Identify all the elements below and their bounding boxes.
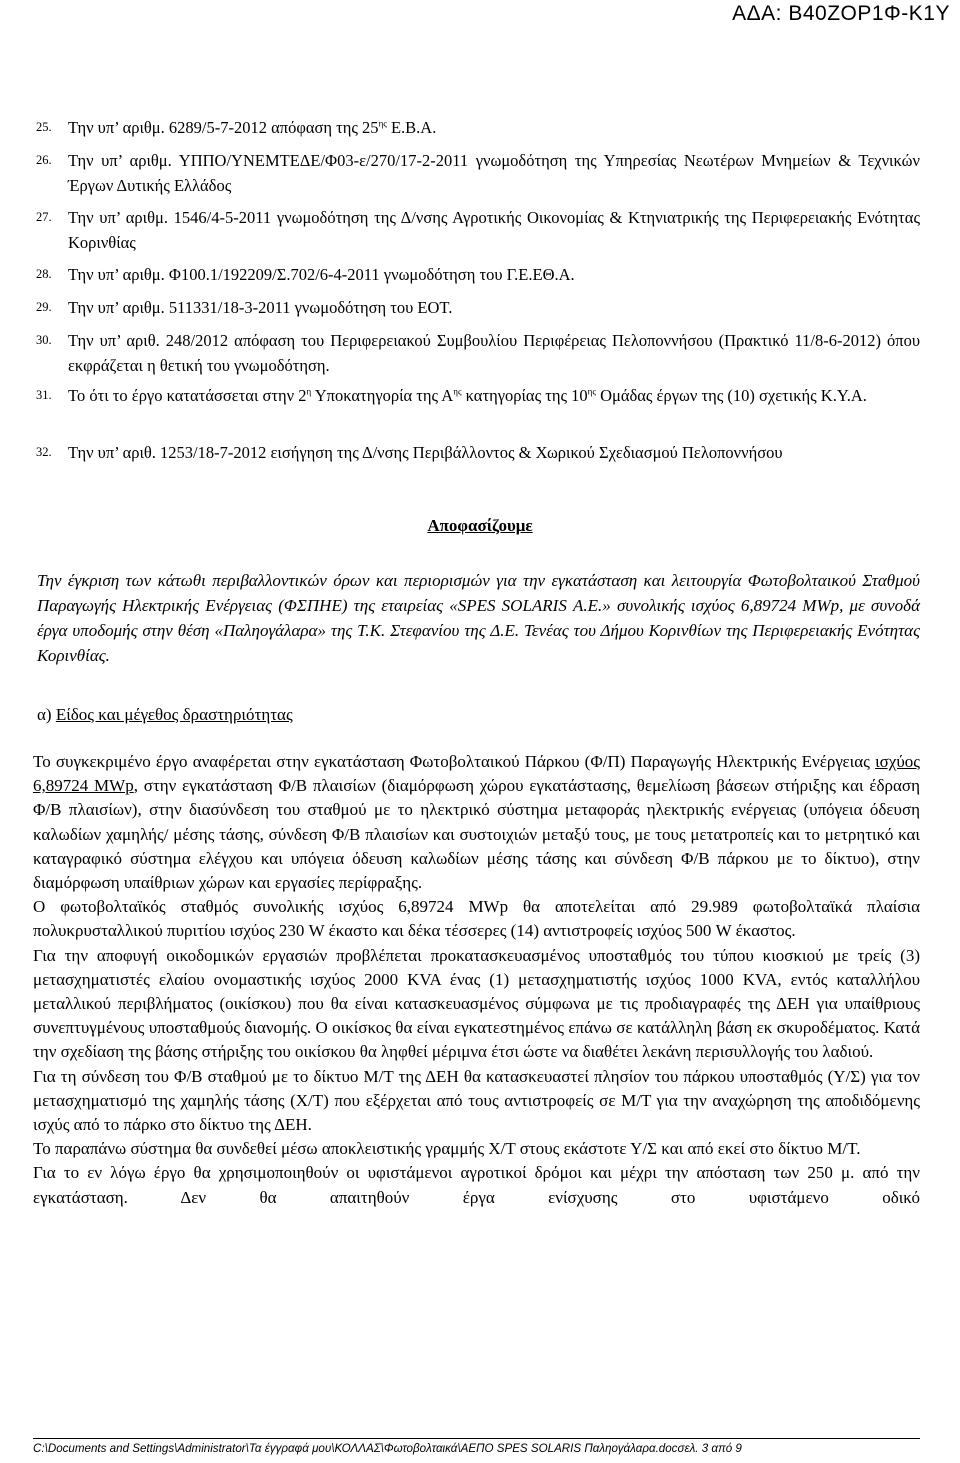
list-text: Την υπ’ αριθμ. Φ100.1/192209/Σ.702/6-4-2011 γνωμοδότηση του Γ.Ε.ΕΘ.Α. — [68, 265, 575, 284]
section-a-title-text: Είδος και μέγεθος δραστηριότητας — [55, 705, 293, 724]
body-text-run: Το συγκεκριμένο έργο αναφέρεται στην εγκατάσταση Φωτοβολταικού Πάρκου (Φ/Π) Παραγωγής Ηλεκτρικής Ενέργειας — [33, 752, 876, 771]
list-text: Την υπ’ αριθμ. 1546/4-5-2011 γνωμοδότηση της Δ/νσης Αγροτικής Οικονομίας & Κτηνιατρικής της Περιφερειακής Ενότητας Κορινθίας — [68, 208, 920, 252]
footer-divider — [33, 1438, 920, 1439]
list-sup: ης — [587, 386, 596, 397]
list-item-27 — [36, 205, 920, 255]
list-text: Την υπ’ αριθμ. ΥΠΠΟ/ΥΝΕΜΤΕΔΕ/Φ03-ε/270/17-2-2011 γνωμοδότηση της Υπηρεσίας Νεωτέρων Μνημείων & Τεχνικών Έργων Δυτικής Ελλάδος — [68, 151, 920, 195]
list-sup: η — [306, 386, 312, 397]
list-text-tail: Ε.Β.Α. — [386, 118, 437, 137]
list-text: Την υπ’ αριθμ. 511331/18-3-2011 γνωμοδότηση του ΕΟΤ. — [68, 298, 453, 317]
list-number: 25. — [36, 120, 52, 134]
list-text: Υποκατηγορία της Α — [311, 386, 454, 405]
body-text — [33, 750, 920, 1210]
list-item-28 — [36, 262, 920, 287]
list-item-26 — [36, 148, 920, 198]
body-paragraph-3: Για την αποφυγή οικοδομικών εργασιών προβλέπεται προκατασκευασμένος υποσταθμός του τύπου κιοσκιού με τρείς (3) μετασχηματιστές ελαίου ονομαστικής ισχύος 2000 KVA ένας (1) μετασχηματιστής ισχύος 1000 KVA, εντός καταλλήλου μεταλλικού περιβλήματος (οικίσκου) που θα είναι κατασκευασμένος σύμφωνα με τις προδιαγραφές της ΔΕΗ για υπαίθριους συνεπτυγμένους υποσταθμούς διανομής. Ο οικίσκος θα είναι εγκατεστημένος επάνω σε κατάλληλη βάση εκ σκυροδέματος. Κατά την σχεδίαση της βάσης στήριξης του οικίσκου θα ληφθεί μέριμνα έτσι ώστε να διαθέτει λεκάνη περισυλλογής του λαδιού. — [33, 945, 920, 1062]
list-item-30 — [36, 328, 920, 378]
list-text: κατηγορίας της 10 — [461, 386, 588, 405]
list-text: Την υπ’ αριθμ. 6289/5-7-2012 απόφαση της 25 — [68, 118, 379, 137]
decision-heading: Αποφασίζουμε — [427, 516, 533, 535]
list-item-25 — [36, 115, 920, 140]
list-text: Την υπ’ αριθ. 1253/18-7-2012 εισήγηση της Δ/νσης Περιβάλλοντος & Χωρικού Σχεδιασμού Πελοποννήσου — [68, 443, 783, 462]
body-paragraph-4: Για τη σύνδεση του Φ/Β σταθμού με το δίκτυο Μ/Τ της ΔΕΗ θα κατασκευαστεί πλησίον του πάρκου υποσταθμός (Υ/Σ) για τον μετασχηματισμό της χαμηλής τάσης (Χ/Τ) που εξέρχεται από τους αντιστροφείς σε Μ/Τ για την αναχώρηση της αποδιδόμενης ισχύς από το πάρκο στο δίκτυο της ΔΕΗ. — [33, 1066, 920, 1135]
list-text: Την υπ’ αριθ. 248/2012 απόφαση του Περιφερειακού Συμβουλίου Περιφέρειας Πελοποννήσου (Πρακτικό 11/8-6-2012) όπου εκφράζεται η θετική του γνωμοδότηση. — [68, 331, 920, 375]
body-paragraph-2: Ο φωτοβολταϊκός σταθμός συνολικής ισχύος 6,89724 MWp θα αποτελείται από 29.989 φωτοβολταϊκά πλαίσια πολυκρυσταλλικού πυριτίου ισχύος 230 W έκαστο και δέκα τέσσερες (14) αντιστροφείς ισχύος 500 W έκαστος. — [33, 897, 920, 941]
list-text: Το ότι το έργο κατατάσσεται στην 2 — [68, 386, 307, 405]
list-text: Ομάδας έργων της (10) σχετικής Κ.Υ.Α. — [595, 386, 867, 405]
list-item-29 — [36, 295, 920, 320]
list-number: 28. — [36, 267, 52, 281]
list-sup: ης — [378, 118, 387, 129]
decision-text: Την έγκριση των κάτωθι περιβαλλοντικών όρων και περιορισμών για την εγκατάσταση και λειτουργία Φωτοβολταικού Σταθμού Παραγωγής Ηλεκτρικής Ενέργειας (ΦΣΠΗΕ) της εταιρείας «SPES SOLARIS Α.Ε.» συνολικής ισχύος 6,89724 MWp, με συνοδά έργα υποδομής στην θέση «Παληογάλαρα» της Τ.Κ. Στεφανίου της Δ.Ε. Τενέας του Δήμου Κορινθίων της Περιφερειακής Ενότητας Κορινθίας. — [37, 571, 920, 665]
section-a-title — [37, 705, 293, 725]
body-paragraph-5: Το παραπάνω σύστημα θα συνδεθεί μέσω αποκλειστικής γραμμής Χ/Τ στους εκάστοτε Υ/Σ και από εκεί στο δίκτυο Μ/Τ. — [33, 1139, 861, 1159]
body-paragraph-1 — [33, 750, 920, 895]
section-a-prefix: α) — [37, 705, 56, 724]
list-number: 26. — [36, 153, 52, 167]
body-underlined-capacity: ισχύος 6,89724 MWp — [33, 752, 920, 796]
list-number: 27. — [36, 210, 52, 224]
body-paragraph-6: Για το εν λόγω έργο θα χρησιμοποιηθούν οι υφιστάμενοι αγροτικοί δρόμοι και μέχρι την απόσταση των 250 μ. από την εγκατάσταση. Δεν θα απαιτηθούν έργα ενίσχυσης στο υφιστάμενο οδικό — [33, 1163, 920, 1207]
ada-code: ΑΔΑ: Β40ΖΟΡ1Φ-Κ1Υ — [732, 2, 950, 25]
list-number: 29. — [36, 300, 52, 314]
body-text-run: , στην εγκατάσταση Φ/Β πλαισίων (διαμόρφωση χώρου εγκατάστασης, θεμελίωση βάσεων στήριξης και έδραση Φ/Β πλαισίων), στην διασύνδεση του σταθμού με το ηλεκτρικό σύστημα μεταφοράς ηλεκτρικής ενέργειας (υπόγεια όδευση καλωδίων χαμηλής/ μέσης τάσης, σύνδεση Φ/Β πλαισίων και συστοιχιών μεταξύ τους, με τους μετατροπείς και το μετρητικό και καταγραφικό σύστημα ελέγχου και υπόγεια όδευση καλωδίων μέσης τάσης και σύνδεση Φ/Β πάρκου με το δίκτυο), στην διαμόρφωση υπαίθριων χώρων και εργασίες περίφραξης. — [33, 776, 920, 893]
list-number: 32. — [36, 445, 52, 459]
list-number: 31. — [36, 388, 52, 402]
list-item-31 — [36, 383, 920, 408]
list-sup: ης — [453, 386, 462, 397]
footer-path: C:\Documents and Settings\Administrator\Τα έγγραφά μου\ΚΟΛΛΑΣ\Φωτοβολταικά\ΑΕΠΟ SPES SOLARIS Παληογάλαρα.docσελ. 3 από 9 — [33, 1442, 742, 1455]
list-number: 30. — [36, 333, 52, 347]
list-item-32 — [36, 440, 920, 465]
